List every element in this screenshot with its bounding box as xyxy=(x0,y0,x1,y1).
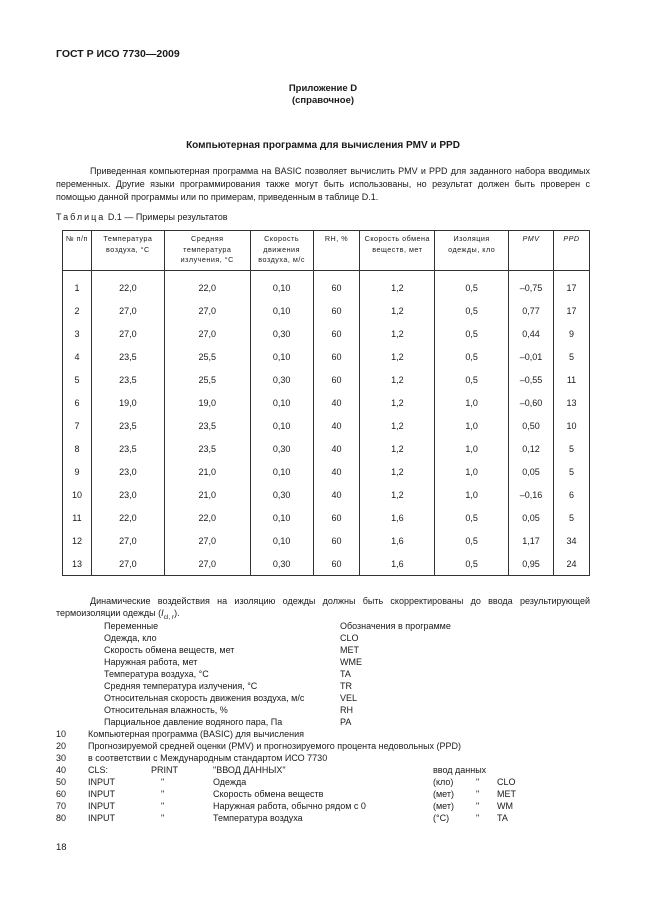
code-remark: ввод данных xyxy=(433,765,487,775)
appendix-heading xyxy=(0,83,646,107)
table-cell: 10 xyxy=(553,414,589,437)
table-cell: 1,2 xyxy=(360,299,435,322)
table-cell: 22,0 xyxy=(164,506,250,529)
input-unit: (кло) xyxy=(433,777,454,787)
table-cell: 1,17 xyxy=(509,529,554,552)
table-cell: 0,5 xyxy=(435,271,509,300)
table-cell: 60 xyxy=(313,345,360,368)
line-number: 50 xyxy=(56,777,67,787)
table-cell: 40 xyxy=(313,483,360,506)
header-cell: PMV xyxy=(509,231,554,271)
section-title: Компьютерная программа для вычисления PMV и PPD xyxy=(186,140,460,151)
variable-label: Одежда, кло xyxy=(104,633,157,643)
code-quote: " xyxy=(161,801,165,811)
table-cell: 0,77 xyxy=(509,299,554,322)
table-cell: 23,5 xyxy=(164,437,250,460)
table-cell: 21,0 xyxy=(164,460,250,483)
table-cell: 1,2 xyxy=(360,391,435,414)
table-cell: 1,2 xyxy=(360,322,435,345)
table-cell: 17 xyxy=(553,271,589,300)
variable-label: Относительная скорость движения воздуха, м/с xyxy=(104,693,305,703)
table-cell: 60 xyxy=(313,271,360,300)
table-cell: 23,5 xyxy=(91,345,164,368)
table-cell: 0,30 xyxy=(250,483,313,506)
comment-text: в соответствии с Международным стандартом ИСО 7730 xyxy=(88,753,328,763)
code-quote: " xyxy=(476,777,480,787)
header-cell: Средняя температура излучения, °С xyxy=(164,231,250,271)
table-caption xyxy=(56,212,228,222)
table-cell: –0,75 xyxy=(509,271,554,300)
table-cell: 9 xyxy=(553,322,589,345)
table-cell: 0,12 xyxy=(509,437,554,460)
code-keyword: PRINT xyxy=(151,765,178,775)
note-text: Динамические воздействия на изоляцию одежды должны быть скорректированы до ввода результирующей термоизоляции одежды ( xyxy=(56,596,590,618)
table-cell: 25,5 xyxy=(164,368,250,391)
variable-code: RH xyxy=(340,705,353,715)
table-cell: 0,44 xyxy=(509,322,554,345)
header-cell: Скорость движения воздуха, м/с xyxy=(250,231,313,271)
comment-text: Прогнозируемой средней оценки (PMV) и прогнозируемого процента недовольных (PPD) xyxy=(88,741,462,751)
table-body xyxy=(63,271,590,576)
table-cell: 40 xyxy=(313,414,360,437)
table-cell: 1,0 xyxy=(435,483,509,506)
table-cell: 0,30 xyxy=(250,322,313,345)
variable-code: VEL xyxy=(340,693,358,703)
input-variable: WM xyxy=(497,801,513,811)
input-label: Скорость обмена веществ xyxy=(213,789,324,799)
document-header: ГОСТ Р ИСО 7730—2009 xyxy=(56,48,180,60)
table-cell: 13 xyxy=(553,391,589,414)
table-row xyxy=(63,345,590,368)
table-cell: 1,6 xyxy=(360,506,435,529)
table-cell: 6 xyxy=(553,483,589,506)
table-cell: 23,5 xyxy=(91,368,164,391)
table-cell: 4 xyxy=(63,345,92,368)
table-row xyxy=(63,460,590,483)
table-cell: 60 xyxy=(313,529,360,552)
table-cell: 10 xyxy=(63,483,92,506)
table-cell: 0,5 xyxy=(435,506,509,529)
line-number: 20 xyxy=(56,741,67,751)
table-cell: 1,2 xyxy=(360,345,435,368)
code-quote: " xyxy=(476,789,480,799)
header-cell: Изоляция одежды, кло xyxy=(435,231,509,271)
table-cell: 27,0 xyxy=(91,299,164,322)
results-table xyxy=(62,230,590,576)
header-cell: PPD xyxy=(553,231,589,271)
table-cell: 22,0 xyxy=(91,506,164,529)
variable-label: Скорость обмена веществ, мет xyxy=(104,645,235,655)
table-cell: 0,05 xyxy=(509,460,554,483)
variable-label: Температура воздуха, °С xyxy=(104,669,209,679)
code-command: INPUT xyxy=(88,801,115,811)
table-cell: 19,0 xyxy=(164,391,250,414)
table-row xyxy=(63,391,590,414)
table-cell: 0,10 xyxy=(250,271,313,300)
input-unit: (мет) xyxy=(433,801,455,811)
table-cell: 27,0 xyxy=(91,552,164,576)
input-label: Температура воздуха xyxy=(213,813,303,823)
table-cell: 1 xyxy=(63,271,92,300)
variable-label: Наружная работа, мет xyxy=(104,657,198,667)
table-cell: –0,01 xyxy=(509,345,554,368)
table-cell: 1,2 xyxy=(360,414,435,437)
variable-label: Парциальное давление водяного пара, Па xyxy=(104,717,283,727)
table-cell: 0,10 xyxy=(250,299,313,322)
table-row xyxy=(63,271,590,300)
table-cell: 0,5 xyxy=(435,345,509,368)
note-symbol: I xyxy=(161,608,164,618)
input-variable: TA xyxy=(497,813,508,823)
code-quote: " xyxy=(161,777,165,787)
table-cell: 40 xyxy=(313,460,360,483)
table-cell: 11 xyxy=(553,368,589,391)
table-cell: 11 xyxy=(63,506,92,529)
table-cell: 27,0 xyxy=(164,299,250,322)
table-cell: 60 xyxy=(313,552,360,576)
table-cell: 0,5 xyxy=(435,529,509,552)
table-cell: 19,0 xyxy=(91,391,164,414)
table-cell: 5 xyxy=(553,345,589,368)
input-unit: (мет) xyxy=(433,789,455,799)
table-cell: 27,0 xyxy=(91,529,164,552)
table-cell: 27,0 xyxy=(164,529,250,552)
table-cell: 1,0 xyxy=(435,460,509,483)
table-cell: 0,30 xyxy=(250,368,313,391)
table-cell: 0,10 xyxy=(250,506,313,529)
line-number: 70 xyxy=(56,801,67,811)
table-cell: 13 xyxy=(63,552,92,576)
table-caption-text: D.1 — Примеры результатов xyxy=(107,212,228,222)
page-number: 18 xyxy=(56,842,67,853)
table-cell: 60 xyxy=(313,322,360,345)
table-cell: 1,6 xyxy=(360,529,435,552)
table-row xyxy=(63,414,590,437)
table-cell: 23,5 xyxy=(91,414,164,437)
table-cell: 23,0 xyxy=(91,460,164,483)
header-cell: Температура воздуха, °С xyxy=(91,231,164,271)
table-cell: 6 xyxy=(63,391,92,414)
table-cell: 0,30 xyxy=(250,552,313,576)
line-number: 10 xyxy=(56,729,67,739)
code-command: INPUT xyxy=(88,789,115,799)
table-cell: 1,2 xyxy=(360,460,435,483)
table-row xyxy=(63,437,590,460)
table-cell: 0,10 xyxy=(250,529,313,552)
code-command: INPUT xyxy=(88,813,115,823)
table-cell: 17 xyxy=(553,299,589,322)
table-cell: 34 xyxy=(553,529,589,552)
input-variable: MET xyxy=(497,789,516,799)
table-cell: 1,0 xyxy=(435,414,509,437)
table-cell: 1,2 xyxy=(360,271,435,300)
table-row xyxy=(63,322,590,345)
table-row xyxy=(63,552,590,576)
table-cell: 1,6 xyxy=(360,552,435,576)
header-cell: № п/п xyxy=(63,231,92,271)
table-cell: 60 xyxy=(313,506,360,529)
table-cell: 22,0 xyxy=(91,271,164,300)
table-cell: 2 xyxy=(63,299,92,322)
code-quote: " xyxy=(161,789,165,799)
variables-header-right: Обозначения в программе xyxy=(340,621,451,631)
table-cell: 1,2 xyxy=(360,437,435,460)
code-command: INPUT xyxy=(88,777,115,787)
comment-text: Компьютерная программа (BASIC) для вычисления xyxy=(88,729,304,739)
appendix-subtitle: (справочное) xyxy=(291,95,355,106)
table-cell: 0,5 xyxy=(435,552,509,576)
table-cell: –0,55 xyxy=(509,368,554,391)
line-number: 30 xyxy=(56,753,67,763)
table-cell: 1,2 xyxy=(360,368,435,391)
table-cell: 0,30 xyxy=(250,437,313,460)
table-cell: 23,5 xyxy=(164,414,250,437)
table-cell: 60 xyxy=(313,299,360,322)
table-cell: 0,5 xyxy=(435,322,509,345)
table-cell: 40 xyxy=(313,437,360,460)
table-cell: 0,10 xyxy=(250,460,313,483)
note-subscript: cl, r xyxy=(163,613,175,621)
table-cell: 8 xyxy=(63,437,92,460)
table-cell: 0,50 xyxy=(509,414,554,437)
table-row xyxy=(63,368,590,391)
table-cell: 1,2 xyxy=(360,483,435,506)
table-cell: –0,16 xyxy=(509,483,554,506)
code-quote: " xyxy=(476,801,480,811)
line-number: 80 xyxy=(56,813,67,823)
note-end: ). xyxy=(174,608,180,618)
table-cell: 0,5 xyxy=(435,368,509,391)
header-cell: Скорость обмена веществ, мет xyxy=(360,231,435,271)
code-quote: " xyxy=(476,813,480,823)
table-cell: 22,0 xyxy=(164,271,250,300)
table-cell: 25,5 xyxy=(164,345,250,368)
input-variable: CLO xyxy=(497,777,516,787)
variable-code: CLO xyxy=(340,633,359,643)
variable-code: MET xyxy=(340,645,359,655)
table-cell: 3 xyxy=(63,322,92,345)
table-cell: 5 xyxy=(553,460,589,483)
table-row xyxy=(63,529,590,552)
input-label: Наружная работа, обычно рядом с 0 xyxy=(213,801,366,811)
table-cell: 0,05 xyxy=(509,506,554,529)
table-cell: 5 xyxy=(553,437,589,460)
code-command: CLS: xyxy=(88,765,109,775)
code-string: "ВВОД ДАННЫХ" xyxy=(213,765,286,775)
table-row xyxy=(63,506,590,529)
table-cell: 23,0 xyxy=(91,483,164,506)
variable-code: TR xyxy=(340,681,352,691)
line-number: 60 xyxy=(56,789,67,799)
table-cell: 0,10 xyxy=(250,391,313,414)
line-number: 40 xyxy=(56,765,67,775)
table-cell: 5 xyxy=(553,506,589,529)
input-label: Одежда xyxy=(213,777,247,787)
table-cell: 9 xyxy=(63,460,92,483)
table-cell: 0,95 xyxy=(509,552,554,576)
variable-label: Относительная влажность, % xyxy=(104,705,228,715)
table-header-row xyxy=(63,231,590,271)
table-cell: 23,5 xyxy=(91,437,164,460)
table-cell: 0,10 xyxy=(250,345,313,368)
header-cell: RH, % xyxy=(313,231,360,271)
input-unit: (°С) xyxy=(433,813,450,823)
table-row xyxy=(63,483,590,506)
table-cell: 1,0 xyxy=(435,391,509,414)
appendix-title: Приложение D xyxy=(288,83,358,94)
intro-paragraph: Приведенная компьютерная программа на BASIC позволяет вычислить PMV и PPD для заданного набора вводимых переменных. Другие языки программирования также могут быть использованы, но результат должен быть проверен с помощью данной программы или по примерам, приведенным в таблице D.1. xyxy=(56,166,590,202)
table-caption-lead: Таблица xyxy=(56,212,106,222)
table-cell: 60 xyxy=(313,368,360,391)
table-cell: 0,10 xyxy=(250,414,313,437)
table-cell: –0,60 xyxy=(509,391,554,414)
table-cell: 27,0 xyxy=(91,322,164,345)
variable-code: PA xyxy=(340,717,352,727)
table-cell: 7 xyxy=(63,414,92,437)
variable-label: Средняя температура излучения, °С xyxy=(104,681,258,691)
table-cell: 21,0 xyxy=(164,483,250,506)
code-quote: " xyxy=(161,813,165,823)
variable-code: TA xyxy=(340,669,351,679)
variables-header-left: Переменные xyxy=(104,621,159,631)
table-cell: 24 xyxy=(553,552,589,576)
table-cell: 27,0 xyxy=(164,552,250,576)
variable-code: WME xyxy=(340,657,362,667)
table-cell: 0,5 xyxy=(435,299,509,322)
table-cell: 1,0 xyxy=(435,437,509,460)
table-cell: 40 xyxy=(313,391,360,414)
table-cell: 5 xyxy=(63,368,92,391)
table-cell: 12 xyxy=(63,529,92,552)
table-row xyxy=(63,299,590,322)
table-cell: 27,0 xyxy=(164,322,250,345)
